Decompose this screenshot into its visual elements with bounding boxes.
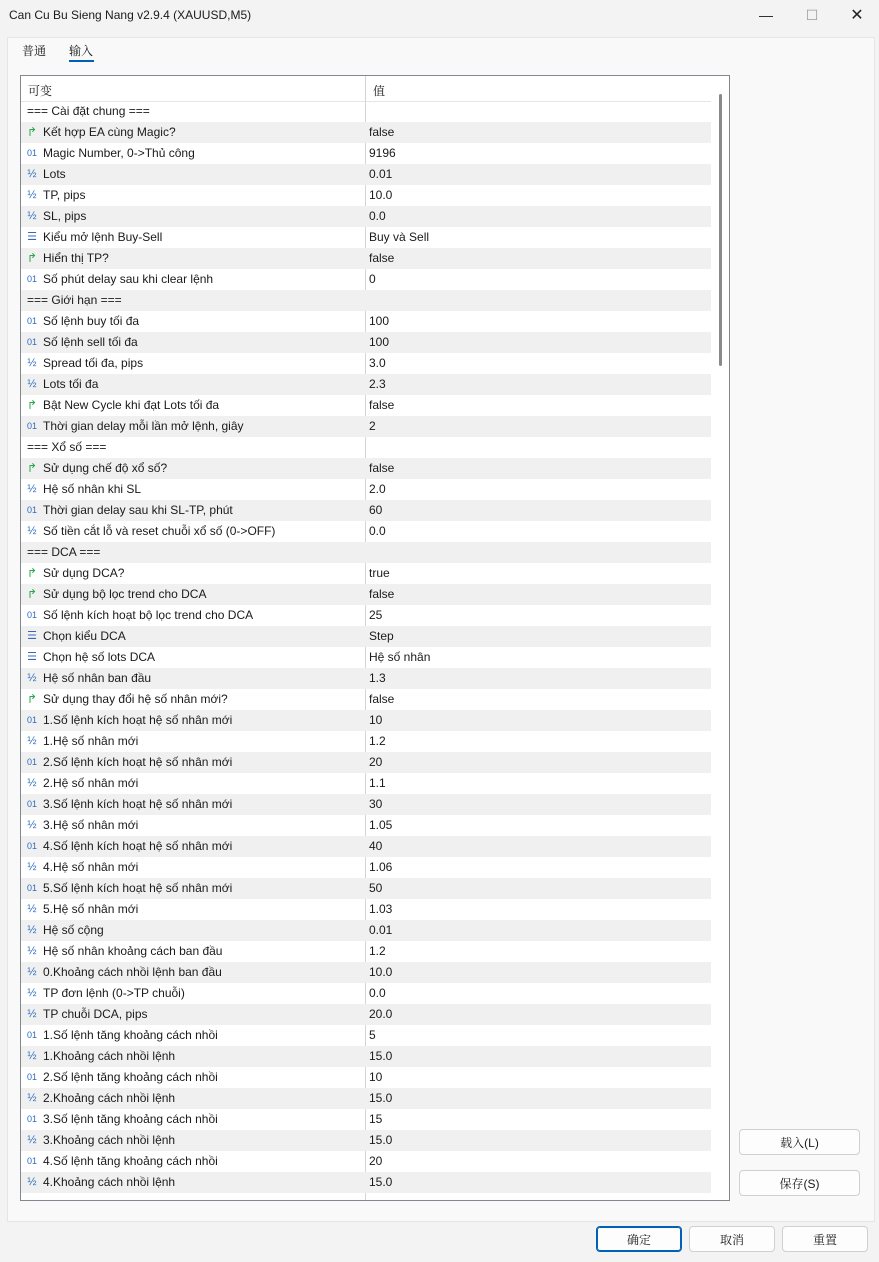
param-name: Hệ số nhân khoảng cách ban đầu	[43, 944, 223, 958]
param-row[interactable]	[21, 521, 711, 542]
double-param-icon: ½	[27, 861, 37, 873]
reset-button[interactable]: 重置	[782, 1226, 868, 1252]
param-value[interactable]: 50	[369, 881, 383, 895]
vertical-scrollbar[interactable]	[712, 76, 729, 1200]
param-value[interactable]: 1.03	[369, 902, 393, 916]
param-value[interactable]: 20	[369, 1154, 383, 1168]
param-name: === Xổ số ===	[27, 440, 107, 454]
param-name: Thời gian delay sau khi SL-TP, phút	[43, 503, 233, 517]
param-row[interactable]	[21, 1109, 711, 1130]
param-value[interactable]: 10.0	[369, 965, 393, 979]
param-row[interactable]	[21, 836, 711, 857]
enum-param-icon: ☰	[27, 231, 37, 243]
param-name: 2.Khoảng cách nhồi lệnh	[43, 1091, 176, 1105]
param-row[interactable]	[21, 1004, 711, 1025]
double-param-icon: ½	[27, 357, 37, 369]
param-value[interactable]: 60	[369, 503, 383, 517]
scrollbar-thumb[interactable]	[719, 94, 722, 366]
double-param-icon: ½	[27, 525, 37, 537]
double-param-icon: ½	[27, 378, 37, 390]
double-param-icon: ½	[27, 672, 37, 684]
param-name: Số lệnh kích hoạt bộ lọc trend cho DCA	[43, 608, 254, 622]
param-name: === Cài đặt chung ===	[27, 104, 150, 118]
param-value[interactable]: 2.0	[369, 482, 386, 496]
integer-param-icon: 01	[26, 610, 37, 620]
param-name: Kiểu mở lệnh Buy-Sell	[43, 230, 163, 244]
param-name: Lots tối đa	[43, 377, 99, 391]
param-value[interactable]: false	[369, 461, 395, 475]
param-row[interactable]	[21, 248, 711, 269]
param-name: 4.Số lệnh tăng khoảng cách nhồi	[43, 1154, 218, 1168]
double-param-icon: ½	[27, 168, 37, 180]
param-value[interactable]: Hệ số nhân	[369, 650, 431, 664]
param-value[interactable]: 2	[369, 419, 376, 433]
param-row[interactable]	[21, 332, 711, 353]
double-param-icon: ½	[27, 1008, 37, 1020]
bool-param-icon: ↱	[26, 398, 38, 412]
integer-param-icon: 01	[26, 316, 37, 326]
param-row[interactable]	[21, 752, 711, 773]
param-value[interactable]: 40	[369, 839, 383, 853]
param-value[interactable]: Step	[369, 629, 394, 643]
param-name: 2.Số lệnh kích hoạt hệ số nhân mới	[43, 755, 233, 769]
section-row[interactable]	[21, 290, 711, 311]
param-value[interactable]: Buy và Sell	[369, 230, 430, 244]
ok-button[interactable]: 确定	[596, 1226, 682, 1252]
param-row[interactable]	[21, 941, 711, 962]
bool-param-icon: ↱	[26, 251, 38, 265]
bool-param-icon: ↱	[26, 692, 38, 706]
double-param-icon: ½	[27, 819, 37, 831]
double-param-icon: ½	[27, 924, 37, 936]
param-row[interactable]	[21, 206, 711, 227]
double-param-icon: ½	[27, 483, 37, 495]
param-name: 5.Hệ số nhân mới	[43, 902, 139, 916]
integer-param-icon: 01	[26, 337, 37, 347]
param-row[interactable]	[21, 563, 711, 584]
integer-param-icon: 01	[26, 274, 37, 284]
integer-param-icon: 01	[26, 715, 37, 725]
param-row[interactable]	[21, 899, 711, 920]
param-name: 1.Hệ số nhân mới	[43, 734, 139, 748]
param-value[interactable]: 25	[369, 608, 383, 622]
param-name: 1.Số lệnh tăng khoảng cách nhồi	[43, 1028, 218, 1042]
param-row[interactable]	[21, 500, 711, 521]
param-name: 4.Khoảng cách nhồi lệnh	[43, 1175, 176, 1189]
close-icon[interactable]: ✕	[850, 7, 864, 24]
param-name: Sử dụng chế độ xổ số?	[43, 461, 168, 475]
param-value[interactable]: 15	[369, 1112, 383, 1126]
param-name: 3.Khoảng cách nhồi lệnh	[43, 1133, 176, 1147]
param-name: 4.Hệ số nhân mới	[43, 860, 139, 874]
param-name: Số tiền cắt lỗ và reset chuỗi xổ số (0->OFF)	[43, 524, 276, 538]
param-name: Hệ số nhân khi SL	[43, 482, 142, 496]
param-row[interactable]	[21, 1172, 711, 1193]
double-param-icon: ½	[27, 735, 37, 747]
param-row[interactable]	[21, 458, 711, 479]
integer-param-icon: 01	[26, 1030, 37, 1040]
param-value[interactable]: 15.0	[369, 1091, 393, 1105]
param-value[interactable]: 15.0	[369, 1133, 393, 1147]
param-row[interactable]	[21, 227, 711, 248]
title-bar	[0, 0, 879, 30]
tab-inputs[interactable]: 输入	[69, 44, 94, 58]
enum-param-icon: ☰	[27, 651, 37, 663]
param-name: Số phút delay sau khi clear lệnh	[43, 272, 214, 286]
param-name: Sử dụng bộ lọc trend cho DCA	[43, 587, 207, 601]
integer-param-icon: 01	[26, 1156, 37, 1166]
load-button[interactable]: 载入(L)	[739, 1129, 860, 1155]
param-name: Số lệnh sell tối đa	[43, 335, 138, 349]
param-value[interactable]: 15.0	[369, 1175, 393, 1189]
window-title: Can Cu Bu Sieng Nang v2.9.4 (XAUUSD,M5)	[9, 8, 252, 22]
param-value[interactable]: 100	[369, 335, 390, 349]
param-row[interactable]	[21, 983, 711, 1004]
param-name: SL, pips	[43, 209, 87, 223]
integer-param-icon: 01	[26, 505, 37, 515]
param-name: Sử dụng DCA?	[43, 566, 125, 580]
param-value[interactable]: 10	[369, 713, 383, 727]
param-value[interactable]: false	[369, 125, 395, 139]
param-row[interactable]	[21, 416, 711, 437]
param-value[interactable]: 5	[369, 1028, 376, 1042]
param-name: 5.Số lệnh kích hoạt hệ số nhân mới	[43, 881, 233, 895]
header-value[interactable]: 值	[373, 84, 386, 98]
bool-param-icon: ↱	[26, 125, 38, 139]
param-row[interactable]	[21, 689, 711, 710]
grid-rows	[21, 101, 711, 1193]
param-row[interactable]	[21, 1025, 711, 1046]
param-row[interactable]	[21, 1151, 711, 1172]
param-name: Magic Number, 0->Thủ công	[43, 146, 195, 160]
param-name: === Giới hạn ===	[27, 293, 122, 307]
param-value[interactable]: 1.3	[369, 671, 386, 685]
param-row[interactable]	[21, 479, 711, 500]
param-value[interactable]: 0.0	[369, 209, 386, 223]
param-row[interactable]	[21, 122, 711, 143]
param-name: Hệ số cộng	[43, 923, 104, 937]
double-param-icon: ½	[27, 945, 37, 957]
section-row[interactable]	[21, 101, 711, 122]
param-name: 2.Số lệnh tăng khoảng cách nhồi	[43, 1070, 218, 1084]
param-name: Hệ số nhân ban đầu	[43, 671, 152, 685]
param-name: Sử dụng thay đổi hệ số nhân mới?	[43, 692, 228, 706]
grid-header	[21, 76, 711, 102]
double-param-icon: ½	[27, 987, 37, 999]
param-value[interactable]: 10	[369, 1070, 383, 1084]
integer-param-icon: 01	[26, 841, 37, 851]
param-name: Thời gian delay mỗi lần mở lệnh, giây	[43, 419, 244, 433]
active-tab-indicator	[69, 60, 94, 62]
param-row[interactable]	[21, 794, 711, 815]
param-name: 0.Khoảng cách nhồi lệnh ban đầu	[43, 965, 222, 979]
param-row[interactable]	[21, 1046, 711, 1067]
param-value[interactable]: 2.3	[369, 377, 386, 391]
double-param-icon: ½	[27, 189, 37, 201]
param-value[interactable]: 1.05	[369, 818, 393, 832]
param-value[interactable]: 1.06	[369, 860, 393, 874]
tab-common[interactable]: 普通	[22, 44, 47, 58]
param-row[interactable]	[21, 1067, 711, 1088]
double-param-icon: ½	[27, 903, 37, 915]
param-name: TP đơn lệnh (0->TP chuỗi)	[43, 986, 185, 1000]
param-value[interactable]: 0	[369, 272, 376, 286]
param-value[interactable]: false	[369, 692, 395, 706]
param-value[interactable]: 20	[369, 755, 383, 769]
integer-param-icon: 01	[26, 148, 37, 158]
param-value[interactable]: false	[369, 251, 395, 265]
section-row[interactable]	[21, 437, 711, 458]
double-param-icon: ½	[27, 1092, 37, 1104]
param-row[interactable]	[21, 353, 711, 374]
param-row[interactable]	[21, 626, 711, 647]
section-row[interactable]	[21, 542, 711, 563]
param-value[interactable]: false	[369, 587, 395, 601]
param-row[interactable]	[21, 857, 711, 878]
param-name: 3.Số lệnh kích hoạt hệ số nhân mới	[43, 797, 233, 811]
double-param-icon: ½	[27, 966, 37, 978]
param-value[interactable]: 10.0	[369, 188, 393, 202]
double-param-icon: ½	[27, 1176, 37, 1188]
param-row[interactable]	[21, 311, 711, 332]
param-row[interactable]	[21, 710, 711, 731]
integer-param-icon: 01	[26, 757, 37, 767]
param-value[interactable]: 0.0	[369, 986, 386, 1000]
integer-param-icon: 01	[26, 421, 37, 431]
minimize-icon[interactable]: —	[759, 7, 773, 23]
param-value[interactable]: 3.0	[369, 356, 386, 370]
param-value[interactable]: 1.1	[369, 776, 386, 790]
param-row[interactable]	[21, 1130, 711, 1151]
inputs-grid	[20, 75, 730, 1201]
integer-param-icon: 01	[26, 883, 37, 893]
param-value[interactable]: 30	[369, 797, 383, 811]
param-name: Lots	[43, 167, 66, 181]
param-value[interactable]: 0.0	[369, 524, 386, 538]
param-value[interactable]: 0.01	[369, 923, 393, 937]
param-row[interactable]	[21, 878, 711, 899]
param-name: 1.Số lệnh kích hoạt hệ số nhân mới	[43, 713, 233, 727]
double-param-icon: ½	[27, 777, 37, 789]
param-row[interactable]	[21, 773, 711, 794]
save-button[interactable]: 保存(S)	[739, 1170, 860, 1196]
bool-param-icon: ↱	[26, 461, 38, 475]
param-value[interactable]: true	[369, 566, 390, 580]
param-value[interactable]: 1.2	[369, 734, 386, 748]
double-param-icon: ½	[27, 1134, 37, 1146]
param-name: Số lệnh buy tối đa	[43, 314, 140, 328]
param-name: Spread tối đa, pips	[43, 356, 144, 370]
param-row[interactable]	[21, 1088, 711, 1109]
param-value[interactable]: 15.0	[369, 1049, 393, 1063]
param-name: TP, pips	[43, 188, 86, 202]
param-row[interactable]	[21, 374, 711, 395]
integer-param-icon: 01	[26, 1114, 37, 1124]
double-param-icon: ½	[27, 1050, 37, 1062]
param-row[interactable]	[21, 647, 711, 668]
param-row[interactable]	[21, 584, 711, 605]
param-row[interactable]	[21, 185, 711, 206]
param-value[interactable]: false	[369, 398, 395, 412]
param-name: TP chuỗi DCA, pips	[43, 1007, 148, 1021]
param-name: Kết hợp EA cùng Magic?	[43, 125, 176, 139]
param-row[interactable]	[21, 395, 711, 416]
param-name: Chọn hệ số lots DCA	[43, 650, 156, 664]
param-row[interactable]	[21, 164, 711, 185]
param-name: Hiển thị TP?	[43, 251, 109, 265]
enum-param-icon: ☰	[27, 630, 37, 642]
param-name: 1.Khoảng cách nhồi lệnh	[43, 1049, 176, 1063]
bool-param-icon: ↱	[26, 587, 38, 601]
param-value[interactable]: 1.2	[369, 944, 386, 958]
param-name: 3.Số lệnh tăng khoảng cách nhồi	[43, 1112, 218, 1126]
param-row[interactable]	[21, 668, 711, 689]
header-variable[interactable]: 可变	[28, 84, 53, 98]
param-row[interactable]	[21, 143, 711, 164]
param-row[interactable]	[21, 920, 711, 941]
cancel-button[interactable]: 取消	[689, 1226, 775, 1252]
param-name: Chọn kiểu DCA	[43, 629, 126, 643]
param-name: 3.Hệ số nhân mới	[43, 818, 139, 832]
maximize-icon[interactable]: ☐	[805, 6, 819, 23]
integer-param-icon: 01	[26, 1072, 37, 1082]
param-value[interactable]: 20.0	[369, 1007, 393, 1021]
param-value[interactable]: 100	[369, 314, 390, 328]
bool-param-icon: ↱	[26, 566, 38, 580]
param-value[interactable]: 9196	[369, 146, 396, 160]
param-row[interactable]	[21, 815, 711, 836]
param-name: Bật New Cycle khi đạt Lots tối đa	[43, 398, 220, 412]
param-row[interactable]	[21, 605, 711, 626]
double-param-icon: ½	[27, 210, 37, 222]
integer-param-icon: 01	[26, 799, 37, 809]
param-row[interactable]	[21, 962, 711, 983]
param-value[interactable]: 0.01	[369, 167, 393, 181]
param-name: 4.Số lệnh kích hoạt hệ số nhân mới	[43, 839, 233, 853]
param-row[interactable]	[21, 731, 711, 752]
param-name: 2.Hệ số nhân mới	[43, 776, 139, 790]
param-row[interactable]	[21, 269, 711, 290]
param-name: === DCA ===	[27, 545, 101, 559]
